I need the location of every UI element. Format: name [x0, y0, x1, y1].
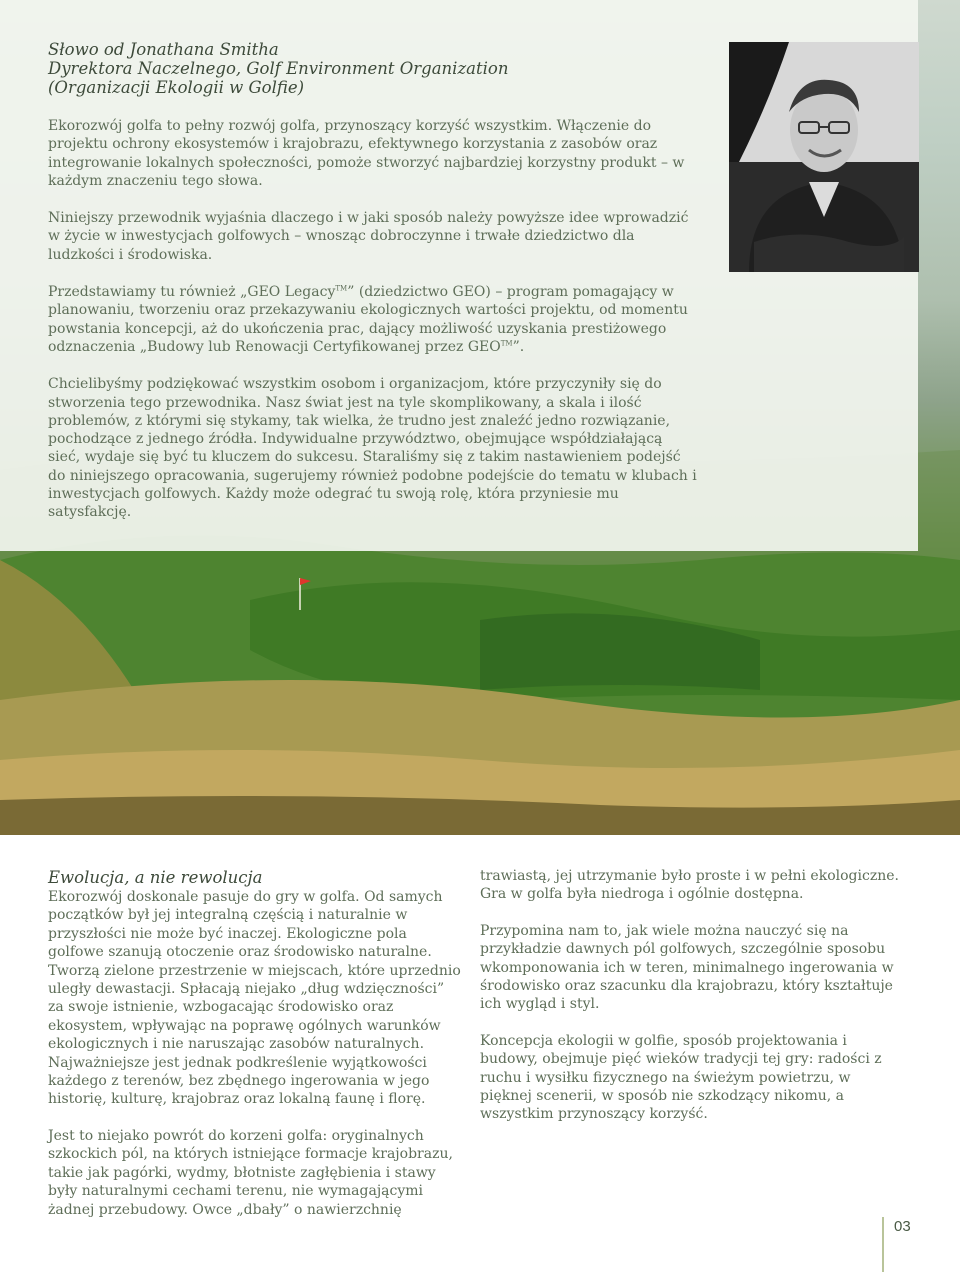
section-paragraph: Przypomina nam to, jak wiele można nauczyć się na przykładzie dawnych pól golfowych, szczególnie sposobu wkomponowania ich w teren, minimalnego ingerowania w środowisko oraz szacunku dla krajobrazu, który kształtuje ich wygląd i styl.: [480, 922, 894, 1013]
section-paragraph: Koncepcja ekologii w golfie, sposób projektowania i budowy, obejmuje pięć wieków tradycji tej gry: radości z ruchu i wysiłku fizycznego na świeżym powietrzu, w pięknej scenerii, w sposób nie szkodzący nikomu, a wszystkim przynoszący korzyść.: [480, 1032, 882, 1123]
trademark-mark: TM: [500, 339, 513, 348]
letter-heading: [48, 40, 688, 97]
section-right-column: [480, 867, 900, 1142]
section-title: Ewolucja, a nie rewolucja: [48, 868, 263, 887]
intro-text: ”.: [512, 338, 525, 355]
section-paragraph: Jest to niejako powrót do korzeni golfa: oryginalnych szkockich pól, na których istniejące formacje krajobrazu, takie jak pagórki, wydmy, błotniste zagłębienia i stawy były naturalnymi cechami terenu, nie wymagającymi żadnej przebudowy. Owce „dbały” o nawierzchnię: [48, 1127, 453, 1218]
intro-text: ” (dziedzictwo GEO) – program pomagający w planowaniu, tworzeniu oraz przekazywaniu ekologicznych wartości projektu, od momentu powstania koncepcji, aż do ukończenia prac, dający możliwość uzyskania prestiżowego odznaczenia „Budowy lub Renowacji Certyfikowanej przez GEO: [48, 284, 688, 355]
intro-text: Przedstawiamy tu również „GEO Legacy: [48, 284, 336, 301]
intro-body: [48, 117, 698, 522]
trademark-mark: TM: [335, 284, 348, 293]
heading-line-2: Dyrektora Naczelnego, Golf Environment Organization: [48, 59, 509, 78]
heading-line-1: Słowo od Jonathana Smitha: [48, 40, 279, 59]
portrait-photo: [729, 42, 919, 272]
page-number-rule: [882, 1217, 884, 1272]
section-paragraph: Ekorozwój doskonale pasuje do gry w golfa. Od samych początków był jej integralną częścią i naturalnie w przyszłości nie może być inaczej. Ekologiczne pola golfowe szanują otoczenie oraz środowisko naturalne. Tworzą zielone przestrzenie w miejscach, które uprzednio uległy dewastacji. Spłacają niejako „dług wdzięczności” za swoje istnienie, wzbogacając środowisko oraz ekosystem, wpływając na poprawę ogólnych warunków ekologicznych i nie naruszając zasobów naturalnych. Najważniejsze jest jednak podkreślenie wyjątkowości każdego z terenów, bez zbędnego ingerowania w jego historię, kulturę, krajobraz oraz lokalną faunę i florę.: [48, 889, 461, 1108]
intro-paragraph-geo-legacy: [48, 283, 698, 356]
intro-paragraph: Ekorozwój golfa to pełny rozwój golfa, przynoszący korzyść wszystkim. Włączenie do projektu ochrony ekosystemów i krajobrazu, efektywnego korzystania z zasobów oraz integrowanie lokalnych społeczności, pomoże stworzyć najbardziej korzystny produkt – w każdym znaczeniu tego słowa.: [48, 118, 685, 189]
intro-paragraph: Chcielibyśmy podziękować wszystkim osobom i organizacjom, które przyczyniły się do stworzenia tego przewodnika. Nasz świat jest na tyle skomplikowany, a skala i ilość problemów, z którymi się stykamy, tak wielka, że trudno jest znaleźć jedno rozwiązanie, pochodzące z jednego źródła. Indywidualne przywództwo, obejmujące współdziałającą sieć, wydaje się być tu kluczem do sukcesu. Staraliśmy się z takim nastawieniem podejść do niniejszego opracowania, sugerujemy również podobne podejście do tematu w klubach i inwestycjach golfowych. Każdy może odegrać tu swoją rolę, która przyniesie mu satysfakcję.: [48, 376, 697, 521]
section-paragraph: trawiastą, jej utrzymanie było proste i w pełni ekologiczne. Gra w golfa była niedroga i ogólnie dostępna.: [480, 868, 899, 903]
heading-line-3: (Organizacji Ekologii w Golfie): [48, 78, 305, 97]
intro-paragraph: Niniejszy przewodnik wyjaśnia dlaczego i w jaki sposób należy powyższe idee wprowadzić w życie w inwestycjach golfowych – wnosząc dobroczynne i trwałe dziedzictwo dla ludzkości i środowiska.: [48, 210, 689, 263]
page-number: 03: [894, 1218, 911, 1235]
section-left-column: [48, 868, 463, 1237]
